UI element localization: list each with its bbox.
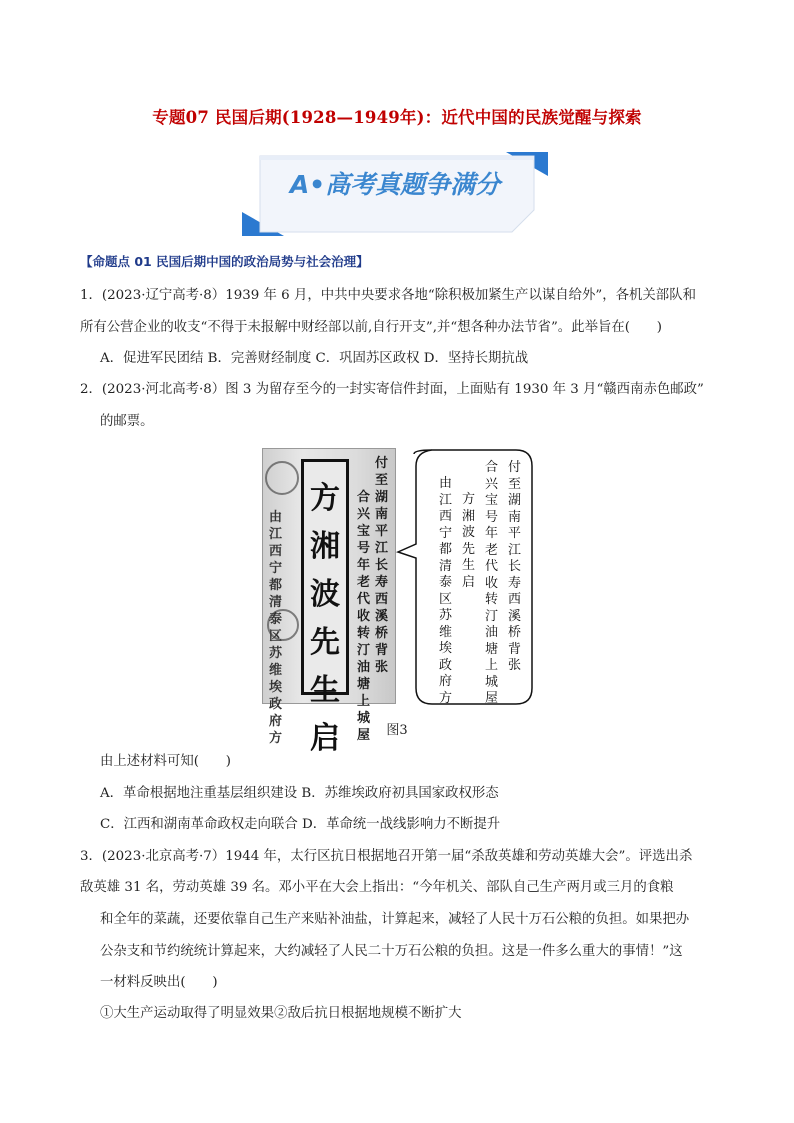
- q2-line-1: 2．(2023·河北高考·8）图 3 为留存至今的一封实寄信件封面，上面贴有 1930 年 3 月“赣西南赤色邮政”: [80, 382, 704, 397]
- q3-line-2: 敌英雄 31 名，劳动英雄 39 名。邓小平在大会上指出：“今年机关、部队自己生产两月或三月的食粮: [80, 880, 674, 895]
- q2-options-ab: A．革命根据地注重基层组织建设 B．苏维埃政府初具国家政权形态: [100, 786, 499, 801]
- postmark-stamp: [265, 461, 299, 495]
- section-heading: 【命题点 01 民国后期中国的政治局势与社会治理】: [80, 254, 369, 269]
- bubble-col: 方湘波先生启: [461, 492, 475, 590]
- q2-line-2: 的邮票。: [100, 414, 154, 429]
- bubble-col: 合兴宝号年老代收转汀油塘上城屋: [484, 460, 498, 706]
- q3-line-4: 公杂支和节约统统计算起来，大约减轻了人民二十万石公粮的负担。这是一件多么重大的事情！”这: [100, 944, 683, 959]
- q3-options: ①大生产运动取得了明显效果②敌后抗日根据地规模不断扩大: [100, 1006, 462, 1021]
- q1-line-2: 所有公营企业的收支“不得于未报解中财经部以前,自行开支”,并“想各种办法节省”。此举旨在( ): [80, 320, 662, 335]
- envelope-col: 由江西宁都清泰区苏维埃政府方: [269, 510, 283, 746]
- q3-line-3: 和全年的菜蔬，还要依靠自己生产来贴补油盐，计算起来，减轻了人民十万石公粮的负担。如果把办: [100, 912, 690, 927]
- q3-line-1: 3．(2023·北京高考·7）1944 年，太行区抗日根据地召开第一届“杀敌英雄和劳动英雄大会”。评选出杀: [80, 849, 693, 864]
- envelope-col: 合兴宝号年老代收转汀油塘上城屋: [357, 490, 371, 743]
- envelope-photo: [262, 448, 396, 756]
- banner-title: A•高考真题争满分: [289, 170, 501, 199]
- figure-caption: 图3: [386, 723, 408, 738]
- page-title: 专题07 民国后期(1928—1949年)：近代中国的民族觉醒与探索: [152, 108, 642, 127]
- bubble-col: 付至湖南平江长寿西溪桥背张: [507, 460, 521, 673]
- q3-line-5: 一材料反映出( ): [100, 975, 218, 990]
- q2-options-cd: C．江西和湖南革命政权走向联合 D．革命统一战线影响力不断提升: [100, 817, 501, 832]
- bubble-col: 由江西宁都清泰区苏维埃政府方: [438, 476, 452, 706]
- envelope-col: 付至湖南平江长寿西溪桥背张: [375, 456, 389, 675]
- section-banner: [242, 152, 548, 236]
- q1-line-1: 1．(2023·辽宁高考·8）1939 年 6 月，中共中央要求各地“除积极加紧生产以谋自给外”，各机关部队和: [80, 288, 696, 303]
- q1-options: A．促进军民团结 B．完善财经制度 C．巩固苏区政权 D．坚持长期抗战: [100, 351, 529, 366]
- q2-stem: 由上述材料可知( ): [100, 754, 231, 769]
- envelope-name: 方湘波先生启: [310, 481, 340, 756]
